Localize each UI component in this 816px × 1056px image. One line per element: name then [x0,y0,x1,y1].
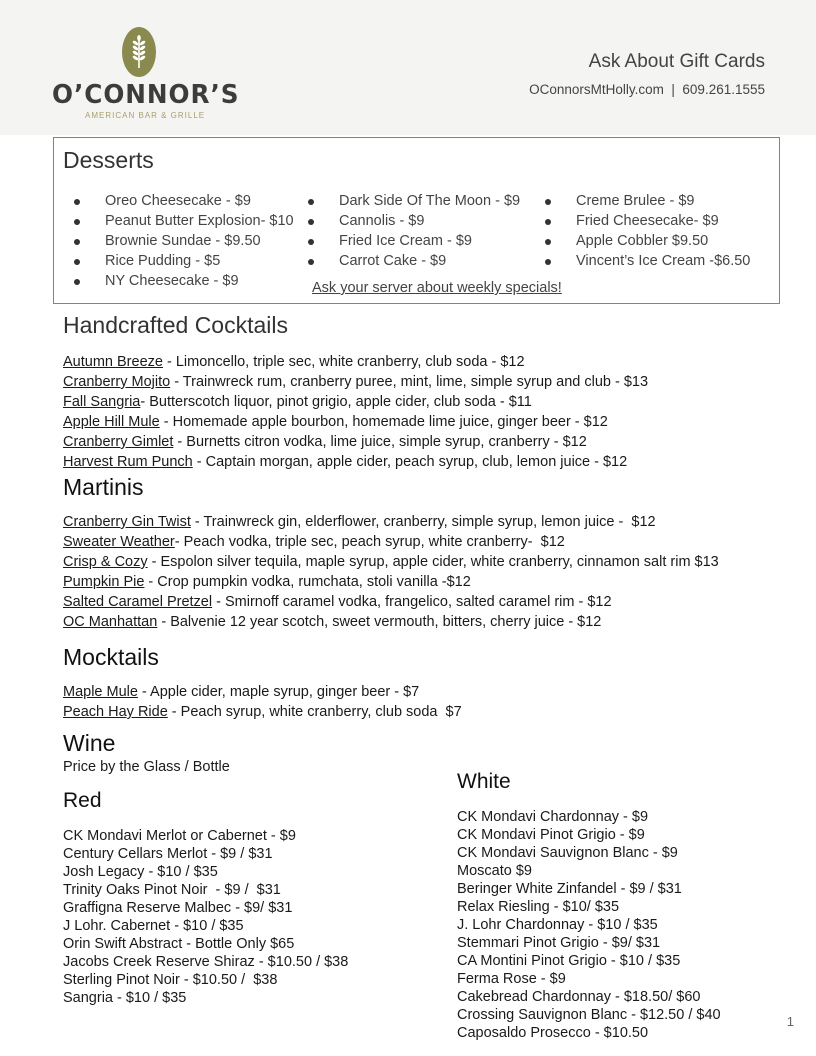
item-name: Cranberry Gin Twist [63,514,191,530]
logo-wordmark: O’CONNOR’S [52,80,240,110]
cocktails-title: Handcrafted Cocktails [63,312,288,338]
wine-item: CK Mondavi Merlot or Cabernet - $9 [63,828,296,844]
dessert-item: Fried Ice Cream - $9 [288,231,520,251]
wine-item: CK Mondavi Sauvignon Blanc - $9 [457,845,678,861]
item-name: Cranberry Gimlet [63,434,174,450]
wine-item: Trinity Oaks Pinot Noir - $9 / $31 [63,882,281,898]
red-wine-title: Red [63,789,102,812]
item-desc: - Captain morgan, apple cider, peach syrup, club, lemon juice - $12 [192,454,628,470]
item-name: Fall Sangria [63,394,141,410]
item-desc: - Balvenie 12 year scotch, sweet vermouth, bitters, cherry juice - $12 [157,614,602,630]
page-number: 1 [786,1014,794,1029]
mocktails-title: Mocktails [63,644,159,670]
white-wine-list [457,808,721,1042]
red-wine-list [63,827,348,1007]
dessert-item: Oreo Cheesecake - $9 [54,191,294,211]
cocktail-item [63,412,648,432]
wine-item: Ferma Rose - $9 [457,971,566,987]
martini-item [63,552,719,572]
wine-item: Sterling Pinot Noir - $10.50 / $38 [63,972,278,988]
martini-item [63,592,719,612]
wine-item: Relax Riesling - $10/ $35 [457,899,620,915]
wine-item: CK Mondavi Pinot Grigio - $9 [457,827,645,843]
mocktails-list [63,682,462,722]
wine-item: Sangria - $10 / $35 [63,990,187,1006]
wine-item: Stemmari Pinot Grigio - $9/ $31 [457,935,661,951]
weekly-specials-note: Ask your server about weekly specials! [312,280,562,296]
cocktails-list [63,352,648,472]
item-desc: - Limoncello, triple sec, white cranberry, club soda - $12 [162,354,525,370]
item-name: Apple Hill Mule [63,414,160,430]
item-desc: - Trainwreck rum, cranberry puree, mint, lime, simple syrup and club - $13 [170,374,649,390]
header [0,0,816,135]
wine-item: Josh Legacy - $10 / $35 [63,864,218,880]
martini-item [63,612,719,632]
item-desc: - Crop pumpkin vodka, rumchata, stoli vanilla -$12 [144,574,471,590]
item-name: OC Manhattan [63,614,158,630]
mocktail-item [63,682,462,702]
item-name: Salted Caramel Pretzel [63,594,213,610]
martini-item [63,532,719,552]
mocktail-item [63,702,462,722]
white-wine-title: White [457,770,511,793]
wine-item: Graffigna Reserve Malbec - $9/ $31 [63,900,293,916]
dessert-item: Dark Side Of The Moon - $9 [288,191,520,211]
item-desc: - Apple cider, maple syrup, ginger beer - $7 [137,684,420,700]
item-desc: - Burnetts citron vodka, lime juice, simple syrup, cranberry - $12 [173,434,587,450]
item-desc: - Peach syrup, white cranberry, club soda $7 [167,704,462,720]
item-name: Crisp & Cozy [63,554,148,570]
dessert-item: Apple Cobbler $9.50 [525,231,750,251]
wine-item: Orin Swift Abstract - Bottle Only $65 [63,936,295,952]
contact-info: OConnorsMtHolly.com | 609.261.1555 [529,82,765,97]
wine-item: Crossing Sauvignon Blanc - $12.50 / $40 [457,1007,721,1023]
dessert-item: Creme Brulee - $9 [525,191,750,211]
wine-item: Cakebread Chardonnay - $18.50/ $60 [457,989,701,1005]
wine-item: Jacobs Creek Reserve Shiraz - $10.50 / $38 [63,954,349,970]
wine-item: CA Montini Pinot Grigio - $10 / $35 [457,953,681,969]
logo-subtitle: AMERICAN BAR & GRILLE [85,111,206,120]
wine-title: Wine [63,730,116,756]
dessert-item: NY Cheesecake - $9 [54,271,294,291]
wine-item: J. Lohr Chardonnay - $10 / $35 [457,917,658,933]
wine-item: Century Cellars Merlot - $9 / $31 [63,846,273,862]
wheat-icon [122,27,156,77]
cocktail-item [63,372,648,392]
item-name: Pumpkin Pie [63,574,145,590]
item-name: Sweater Weather [63,534,175,550]
item-desc: - Espolon silver tequila, maple syrup, apple cider, white cranberry, cinnamon salt rim $13 [147,554,719,570]
wine-item: Beringer White Zinfandel - $9 / $31 [457,881,682,897]
item-name: Harvest Rum Punch [63,454,193,470]
wine-subtitle: Price by the Glass / Bottle [63,759,230,775]
item-desc: - Homemade apple bourbon, homemade lime juice, ginger beer - $12 [159,414,608,430]
gift-cards-notice: Ask About Gift Cards [588,51,765,72]
item-desc: - Smirnoff caramel vodka, frangelico, salted caramel rim - $12 [212,594,612,610]
dessert-item: Rice Pudding - $5 [54,251,294,271]
desserts-title: Desserts [63,147,154,173]
cocktail-item [63,432,648,452]
item-desc: - Trainwreck gin, elderflower, cranberry, simple syrup, lemon juice - $12 [190,514,656,530]
desserts-column-3 [525,191,750,271]
item-name: Autumn Breeze [63,354,163,370]
wine-item: Caposaldo Prosecco - $10.50 [457,1025,649,1041]
item-name: Peach Hay Ride [63,704,168,720]
dessert-item: Fried Cheesecake- $9 [525,211,750,231]
desserts-box [53,137,780,304]
item-desc: - Butterscotch liquor, pinot grigio, apple cider, club soda - $11 [140,394,532,410]
dessert-item: Cannolis - $9 [288,211,520,231]
cocktail-item [63,392,648,412]
martini-item [63,572,719,592]
cocktail-item [63,452,648,472]
dessert-item: Peanut Butter Explosion- $10 [54,211,294,231]
martinis-list [63,512,719,632]
item-name: Maple Mule [63,684,138,700]
martinis-title: Martinis [63,474,144,500]
desserts-column-1 [54,191,294,291]
wine-item: J Lohr. Cabernet - $10 / $35 [63,918,244,934]
wine-item: CK Mondavi Chardonnay - $9 [457,809,649,825]
cocktail-item [63,352,648,372]
desserts-column-2 [288,191,520,271]
dessert-item: Carrot Cake - $9 [288,251,520,271]
dessert-item: Brownie Sundae - $9.50 [54,231,294,251]
martini-item [63,512,719,532]
wine-item: Moscato $9 [457,863,532,879]
dessert-item: Vincent’s Ice Cream -$6.50 [525,251,750,271]
item-desc: - Peach vodka, triple sec, peach syrup, white cranberry- $12 [174,534,565,550]
item-name: Cranberry Mojito [63,374,171,390]
